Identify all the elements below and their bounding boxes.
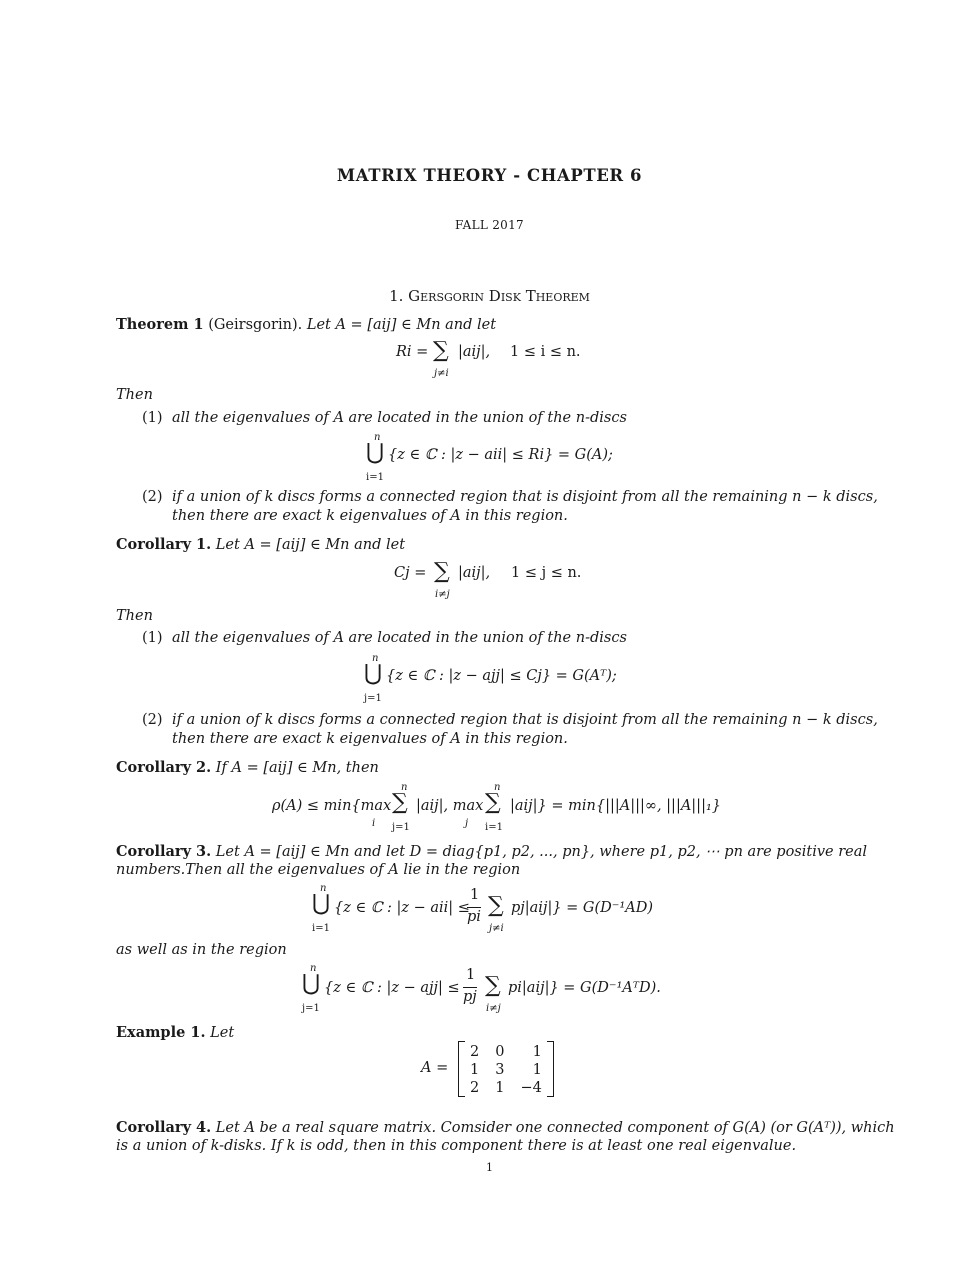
theorem1-item2-number: (2) (142, 489, 163, 505)
corollary3-middle-text: as well as in the region (116, 942, 287, 958)
corollary2-sum1-bottom: j=1 (392, 822, 410, 833)
corollary2-eq-part3: |aij|} = min{|||A|||∞, |||A|||₁} (510, 798, 721, 814)
page-title: MATRIX THEORY - CHAPTER 6 (336, 166, 643, 185)
corollary1-eq-range: 1 ≤ j ≤ n. (511, 565, 582, 581)
theorem1-label: Theorem 1 (116, 316, 204, 333)
page-date: FALL 2017 (455, 218, 524, 232)
corollary3-label: Corollary 3. (116, 843, 212, 860)
fraction-bar (467, 907, 481, 908)
theorem1-intro: Let A = [aij] ∈ Mn and let (306, 317, 497, 333)
corollary3-eq2-left: {z ∈ ℂ : |z − ajj| ≤ (324, 980, 460, 996)
corollary1-item2-line2: then there are exact k eigenvalues of A in this region. (172, 731, 568, 747)
corollary3-equation1 (312, 883, 692, 939)
corollary3-eq1-left: {z ∈ ℂ : |z − aii| ≤ (334, 900, 470, 916)
matrix-cell: 3 (495, 1062, 505, 1078)
sum-symbol: ∑ (485, 790, 501, 815)
section-heading (0, 287, 979, 305)
corollary3-eq1-sum-sub: j≠i (489, 923, 504, 934)
theorem1-eq-term: |aij|, (458, 344, 491, 360)
union-top: n (374, 432, 381, 443)
matrix-row (462, 1061, 550, 1079)
corollary2-eq-part2: |aij|, max (416, 798, 484, 814)
corollary4-text: Let A be a real square matrix. Comsider one connected component of G(A) (or G(Aᵀ)), which (215, 1120, 895, 1136)
corollary3-eq2-right: pi|aij|} = G(D⁻¹AᵀD). (508, 980, 661, 996)
sum-symbol: ∑ (488, 893, 504, 918)
matrix-cell: 0 (495, 1044, 505, 1060)
union-bottom: i=1 (366, 472, 384, 483)
matrix-cell: 2 (470, 1080, 480, 1096)
corollary1-sum-sub: i≠j (435, 589, 450, 600)
sum-symbol: ∑ (485, 973, 501, 998)
corollary3-eq1-right: pj|aij|} = G(D⁻¹AD) (511, 900, 654, 916)
corollary1-item1-text: all the eigenvalues of A are located in the union of the n-discs (172, 630, 627, 646)
example1-label: Example 1. (116, 1024, 206, 1041)
sum-symbol: ∑ (434, 559, 450, 584)
matrix-row (462, 1079, 550, 1097)
corollary2-max1-sub: i (372, 818, 376, 829)
corollary3-eq2-sum-sub: i≠j (486, 1003, 501, 1014)
corollary2-eq-part1: ρ(A) ≤ min{max (272, 798, 392, 814)
corollary3-line1 (116, 843, 867, 860)
matrix-cell: 1 (495, 1080, 505, 1096)
corollary1-label: Corollary 1. (116, 536, 212, 553)
corollary1-eq-term: |aij|, (458, 565, 491, 581)
example1-statement (116, 1024, 234, 1041)
example1-matrix-lhs: A = (421, 1060, 449, 1076)
corollary1-union-body: {z ∈ ℂ : |z − ajj| ≤ Cj} = G(Aᵀ); (386, 668, 617, 684)
theorem1-statement (116, 316, 496, 333)
example1-intro: Let (210, 1025, 235, 1041)
corollary1-item2-number: (2) (142, 712, 163, 728)
corollary3-eq2-frac-den: pj (463, 989, 477, 1005)
theorem1-item1-text: all the eigenvalues of A are located in the union of the n-discs (172, 410, 627, 426)
corollary3-line2: numbers.Then all the eigenvalues of A lie in the region (116, 862, 521, 878)
union-symbol: ⋃ (364, 661, 383, 686)
corollary2-sum1-top: n (401, 782, 408, 793)
union-top: n (320, 883, 327, 894)
corollary4-line1 (116, 1119, 895, 1136)
union-bottom: j=1 (364, 693, 382, 704)
theorem1-eq-range: 1 ≤ i ≤ n. (510, 344, 581, 360)
theorem1-item2-line1: if a union of k discs forms a connected region that is disjoint from all the remaining n − k discs, (172, 489, 878, 505)
theorem1-attribution: (Geirsgorin). (208, 317, 303, 333)
corollary1-statement (116, 536, 405, 553)
example1-matrix (458, 1041, 554, 1099)
corollary1-eq-lhs: Cj = (394, 565, 427, 581)
theorem1-union-body: {z ∈ ℂ : |z − aii| ≤ Ri} = G(A); (388, 447, 613, 463)
theorem1-sum-sub: j≠i (434, 368, 449, 379)
matrix-table (462, 1043, 550, 1097)
corollary1-item1-number: (1) (142, 630, 163, 646)
corollary1-then: Then (116, 608, 153, 624)
union-bottom: j=1 (302, 1003, 320, 1014)
corollary3-text: Let A = [aij] ∈ Mn and let D = diag{p1, p2, ..., pn}, where p1, p2, ⋯ pn are positive real (215, 844, 868, 860)
corollary2-intro: If A = [aij] ∈ Mn, then (215, 760, 379, 776)
union-top: n (310, 963, 317, 974)
corollary4-line2: is a union of k-disks. If k is odd, then in this component there is at least one real eigenvalue. (116, 1138, 797, 1154)
theorem1-eq-lhs: Ri = (396, 344, 429, 360)
union-symbol: ⋃ (366, 440, 385, 465)
matrix-cell: 1 (532, 1062, 542, 1078)
corollary1-intro: Let A = [aij] ∈ Mn and let (215, 537, 406, 553)
matrix-cell: 1 (470, 1062, 480, 1078)
matrix-row (462, 1043, 550, 1061)
theorem1-then: Then (116, 387, 153, 403)
union-symbol: ⋃ (312, 891, 331, 916)
corollary1-item2-line1: if a union of k discs forms a connected region that is disjoint from all the remaining n − k discs, (172, 712, 878, 728)
section-title: Gersgorin Disk Theorem (408, 287, 590, 305)
sum-symbol: ∑ (392, 790, 408, 815)
union-bottom: i=1 (312, 923, 330, 934)
corollary2-sum2-top: n (494, 782, 501, 793)
sum-symbol: ∑ (433, 338, 449, 363)
union-top: n (372, 653, 379, 664)
corollary2-equation (272, 782, 721, 836)
corollary2-label: Corollary 2. (116, 759, 212, 776)
corollary3-eq2-frac-num: 1 (466, 967, 476, 983)
corollary3-eq1-frac-num: 1 (470, 887, 480, 903)
corollary2-statement (116, 759, 379, 776)
theorem1-item2-line2: then there are exact k eigenvalues of A in this region. (172, 508, 568, 524)
matrix-cell: −4 (520, 1080, 542, 1096)
fraction-bar (463, 987, 477, 988)
corollary2-sum2-bottom: i=1 (485, 822, 503, 833)
matrix-cell: 1 (532, 1044, 542, 1060)
theorem1-item1-number: (1) (142, 410, 163, 426)
matrix-right-bracket (547, 1041, 554, 1097)
corollary4-label: Corollary 4. (116, 1119, 212, 1136)
corollary2-max2-sub: j (465, 818, 469, 829)
section-number: 1. (389, 287, 404, 305)
corollary3-equation2 (302, 963, 702, 1019)
matrix-cell: 2 (470, 1044, 480, 1060)
corollary3-eq1-frac-den: pi (467, 909, 481, 925)
page-number: 1 (486, 1161, 493, 1174)
union-symbol: ⋃ (302, 971, 321, 996)
